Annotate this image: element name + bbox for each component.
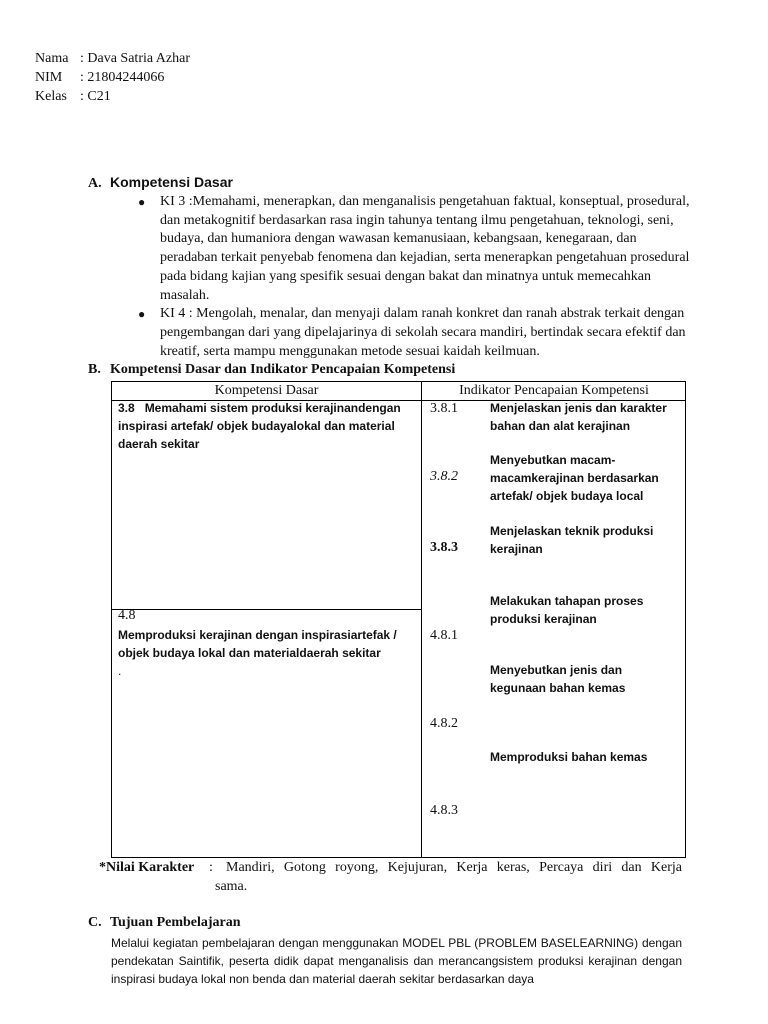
ki3-item: ● KI 3 :Memahami, menerapkan, dan menganalisis pengetahuan faktual, konseptual, prosedural, dan metakognitif berdasarkan rasa ingin tahunya tentang ilmu pengetahuan, teknologi, seni, budaya, dan humaniora dengan wawasan kemanusiaan, kebangsaan, kenegaraan, dan peradaban terkait penyebab fenomena dan kejadian, serta menerapkan pengetahuan prosedural pada bidang kajian yang spesifik sesuai dengan bakat dan minatnya untuk memecahkan masalah.: [138, 194, 690, 303]
table-header-indikator: Indikator Pencapaian Kompetensi: [459, 383, 649, 398]
section-c-heading: [88, 915, 241, 931]
table-row-divider: [112, 609, 421, 610]
indicator-text: Menjelaskan teknik produksi kerajinan: [490, 524, 654, 556]
indicator-text: Melakukan tahapan proses produksi kerajinan: [490, 594, 644, 626]
indicator-number: 4.8.1: [430, 628, 458, 643]
indicator-text: Menyebutkan macam-macamkerajinan berdasarkan artefak/ objek budaya local: [490, 453, 659, 503]
kd-3-8-cell: [118, 399, 414, 453]
bullet-icon: ●: [138, 195, 146, 209]
section-b-letter: B.: [88, 362, 101, 377]
indicator-number: 3.8.3: [430, 540, 458, 555]
character-note-label: *Nilai Karakter: [99, 860, 195, 875]
ki4-item: ● KI 4 : Mengolah, menalar, dan menyaji dalam ranah konkret dan ranah abstrak terkait dengan pengembangan dari yang dipelajarinya di sekolah secara mandiri, bertindak secara efektif dan kreatif, serta mampu menggunakan metode sesuai kaidah keilmuan.: [138, 306, 686, 359]
kd-4-8-text: Memproduksi kerajinan dengan inspirasiartefak / objek budaya lokal dan materialdaerah sekitar: [118, 628, 397, 660]
indicator-text: Menjelaskan jenis dan karakter bahan dan alat kerajinan: [490, 401, 667, 433]
name-value: : Dava Satria Azhar: [80, 51, 191, 66]
character-note-text: Mandiri, Gotong royong, Kejujuran, Kerja keras, Percaya diri dan Kerja: [226, 860, 682, 875]
table-header-kompetensi: Kompetensi Dasar: [214, 383, 319, 398]
section-b-title: Kompetensi Dasar dan Indikator Pencapaian Kompetensi: [110, 362, 456, 377]
indicator-number: 3.8.2: [430, 469, 458, 484]
indicator-text: Menyebutkan jenis dan kegunaan bahan kemas: [490, 663, 626, 695]
section-a-letter: A.: [88, 176, 102, 191]
section-a-heading: [88, 174, 233, 192]
learning-objective-paragraph: Melalui kegiatan pembelajaran dengan menggunakan MODEL PBL (PROBLEM BASELEARNING) dengan pendekatan Saintifik, peserta didik dapat menganalisis dan merancangsistem produksi kerajinan dengan inspirasi budaya lokal non benda dan material daerah sekitar berdasarkan daya: [111, 936, 682, 986]
kd-4-8-number: 4.8: [118, 608, 136, 623]
student-class-row: [35, 87, 111, 106]
name-label: Nama: [35, 51, 69, 66]
kd-4-8-dot: .: [118, 664, 122, 678]
indicator-number: 4.8.2: [430, 716, 458, 731]
character-note-text-cont: sama.: [215, 879, 248, 894]
bullet-icon: ●: [138, 307, 146, 322]
table-column-divider: [421, 382, 422, 857]
kd-3-8-text: Memahami sistem produksi kerajinandengan inspirasi artefak/ objek budayalokal dan material daerah sekitar: [118, 401, 401, 451]
nim-label: NIM: [35, 70, 63, 85]
section-c-title: Tujuan Pembelajaran: [110, 915, 241, 930]
core-competency-list: [135, 193, 695, 361]
character-note-separator: :: [209, 860, 213, 875]
indicator-number: 3.8.1: [430, 401, 458, 416]
indicator-number: 4.8.3: [430, 803, 458, 818]
kd-3-8-number: 3.8: [118, 401, 135, 415]
indicator-text: Memproduksi bahan kemas: [490, 750, 648, 764]
section-a-title: Kompetensi Dasar: [110, 174, 233, 190]
class-label: Kelas: [35, 89, 67, 104]
section-c-letter: C.: [88, 915, 102, 930]
student-nim-row: [35, 68, 164, 87]
section-b-heading: [88, 362, 455, 378]
student-name-row: [35, 49, 190, 68]
nim-value: : 21804244066: [80, 70, 165, 85]
class-value: : C21: [80, 89, 111, 104]
